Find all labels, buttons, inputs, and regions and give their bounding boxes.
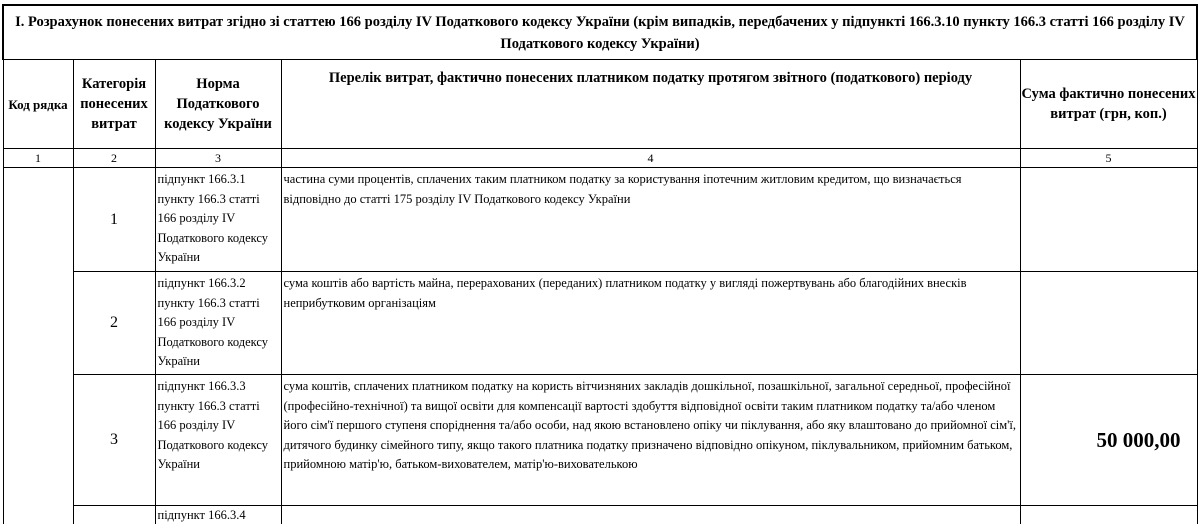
- column-number: 3: [155, 149, 281, 168]
- header-code: Код рядка: [3, 60, 73, 149]
- section-title: I. Розрахунок понесених витрат згідно зі статтею 166 розділу IV Податкового кодексу України (крім випадків, передбачених у підпункті 166.3.10 пункту 166.3 статті 166 розділу IV Податкового кодексу України): [3, 5, 1197, 60]
- row-category[interactable]: 3: [73, 375, 155, 506]
- row-description[interactable]: сума коштів або вартість майна, перерахованих (переданих) платником податку у вигляді пожертвувань або благодійних внесків неприбутковим організаціям: [281, 272, 1020, 375]
- row-category[interactable]: 2: [73, 272, 155, 375]
- row-category[interactable]: 1: [73, 168, 155, 272]
- column-number: 4: [281, 149, 1020, 168]
- table-row: [3, 506, 1197, 524]
- column-number: 5: [1020, 149, 1197, 168]
- header-list: Перелік витрат, фактично понесених платником податку протягом звітного (податкового) періоду: [281, 60, 1020, 149]
- row-sum[interactable]: 50 000,00: [1020, 375, 1197, 506]
- row-sum[interactable]: [1020, 272, 1197, 375]
- row-sum[interactable]: [1020, 506, 1197, 524]
- table-row: [3, 168, 1197, 272]
- table-row: [3, 272, 1197, 375]
- header-category: Категорія понесених витрат: [73, 60, 155, 149]
- table-row: [3, 375, 1197, 506]
- expense-table: [2, 4, 1198, 524]
- column-number: 2: [73, 149, 155, 168]
- row-sum[interactable]: [1020, 168, 1197, 272]
- row-category[interactable]: [73, 506, 155, 524]
- row-norm[interactable]: підпункт 166.3.2 пункту 166.3 статті 166 розділу IV Податкового кодексу України: [155, 272, 281, 375]
- row-norm[interactable]: підпункт 166.3.3 пункту 166.3 статті 166 розділу IV Податкового кодексу України: [155, 375, 281, 506]
- row-description[interactable]: сума коштів, сплачених платником податку на користь вітчизняних закладів дошкільної, позашкільної, загальної середньої, професійної (професійно-технічної) та вищої освіти для компенсації вартості здобуття відповідної освіти таким платником податку та/або членом його сім'ї першого ступеня споріднення та/або особи, над якою встановлено опіку чи піклування, або яку влаштовано до прийомної сім'ї, дитячого будинку сімейного типу, якщо такого платника податку призначено відповідно опікуном, піклувальником, прийомним батьком, прийомною матір'ю, батьком-вихователем, матір'ю-вихователькою: [281, 375, 1020, 506]
- row-description[interactable]: [281, 506, 1020, 524]
- row-norm[interactable]: підпункт 166.3.4: [155, 506, 281, 524]
- row-code-cell[interactable]: [3, 168, 73, 524]
- header-norm: Норма Податкового кодексу України: [155, 60, 281, 149]
- column-number: 1: [3, 149, 73, 168]
- header-sum: Сума фактично понесених витрат (грн, коп.): [1020, 60, 1197, 149]
- row-norm[interactable]: підпункт 166.3.1 пункту 166.3 статті 166 розділу IV Податкового кодексу України: [155, 168, 281, 272]
- row-description[interactable]: частина суми процентів, сплачених таким платником податку за користування іпотечним житловим кредитом, що визначається відповідно до статті 175 розділу IV Податкового кодексу України: [281, 168, 1020, 272]
